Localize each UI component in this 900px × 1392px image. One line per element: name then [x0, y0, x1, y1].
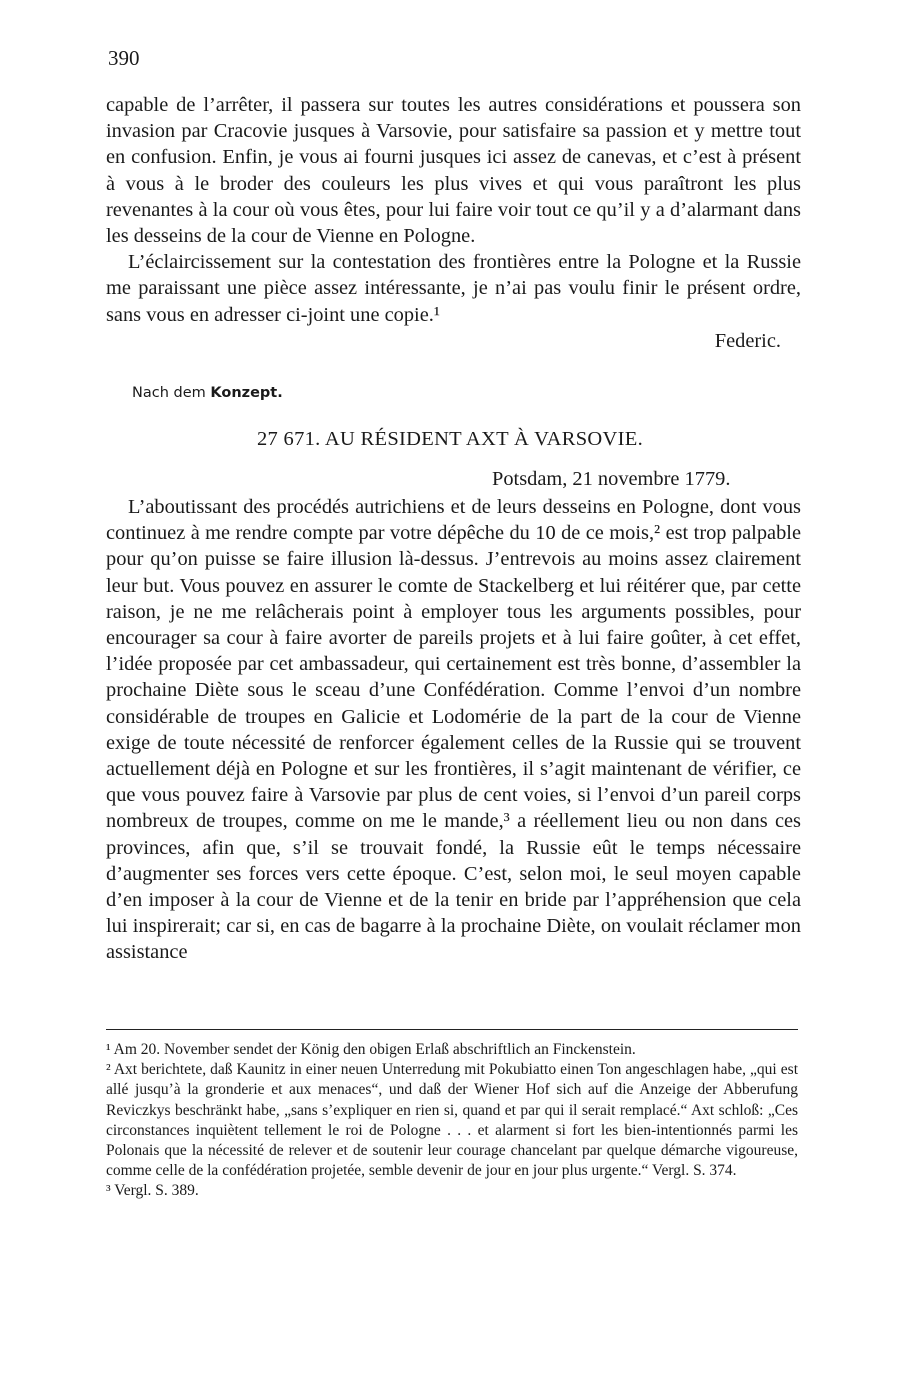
- continued-text: [106, 92, 801, 354]
- letter-heading: 27 671. AU RÉSIDENT AXT À VARSOVIE.: [257, 428, 643, 450]
- footnotes: [106, 1040, 798, 1202]
- letter-body: [106, 494, 801, 966]
- signature: Federic.: [714, 329, 781, 352]
- place-date: Potsdam, 21 novembre 1779.: [492, 468, 731, 490]
- footnote: ² Axt berichtete, daß Kaunitz in einer neuen Unterredung mit Pokubiatto einen Ton angeschlagen habe, „qui est allé jusqu’à la gronderie et aux menaces“, und daß der Wiener Hof sich auf die Anzeige der Abberufung Reviczkys beschränkt habe, „sans s’expliquer en rien si, quand et par qui il serait remplacé.“ Axt schloß: „Ces circonstances inquiètent tellement le roi de Pologne . . . et alarment si fort les bien-intentionnés parmi les Polonais que la nécessité de relever et de soutenir leur courage chancelant par quelque démarche vigoureuse, comme celle de la confédération projetée, semble devenir de jour en jour plus urgente.“ Vergl. S. 374.: [106, 1061, 798, 1180]
- footnote: ¹ Am 20. November sendet der König den obigen Erlaß abschriftlich an Finckenstein.: [106, 1041, 636, 1058]
- source-note: [132, 385, 283, 401]
- page-number: 390: [108, 46, 140, 70]
- paragraph: L’aboutissant des procédés autrichiens et de leurs desseins en Pologne, dont vous continuez à me rendre compte par votre dépêche du 10 de ce mois,² est trop palpable pour qu’on puisse se faire illusion là-dessus. J’entrevois au moins assez clairement leur but. Vous pouvez en assurer le comte de Stackelberg et lui réitérer que, par cette raison, je ne me relâcherais point à employer tous les arguments possibles, pour encourager sa cour à faire avorter de pareils projets et à lui faire goûter, à cet effet, l’idée proposée par cet ambassadeur, qui certainement est très bonne, d’assembler la prochaine Diète sous le sceau d’une Confédération. Comme l’envoi d’un nombre considérable de troupes en Galicie et Lodomérie de la part de la cour de Vienne exige de toute nécessité de renforcer également celles de la Russie qui se trouvent actuellement déjà en Pologne et sur les frontières, il s’agit maintenant de vérifier, ce que vous pouvez faire à Varsovie par plus de cent voies, si l’envoi d’un pareil corps nombreux de troupes, comme on me le mande,³ a réellement lieu ou non dans ces provinces, afin que, s’il se trouvait fondé, la Russie eût le temps nécessaire d’augmenter ses forces vers cette époque. C’est, selon moi, le seul moyen capable d’en imposer à la cour de Vienne et de la tenir en bride par l’appréhension que cela lui inspirerait; car si, en cas de bagarre à la prochaine Diète, on voulait réclamer mon assistance: [106, 496, 801, 964]
- footnote: ³ Vergl. S. 389.: [106, 1182, 199, 1200]
- paragraph: capable de l’arrêter, il passera sur toutes les autres considérations et poussera son invasion par Cracovie jusques à Varsovie, pour satisfaire sa passion et y mettre tout en confusion. Enfin, je vous ai fourni jusques ici assez de canevas, et c’est à présent à vous à le broder des couleurs les plus vives et qui vous paraîtront les plus revenantes à la cour où vous êtes, pour lui faire voir tout ce qu’il y a d’alarmant dans les desseins de la cour de Vienne en Pologne.: [106, 94, 801, 248]
- paragraph: L’éclaircissement sur la contestation des frontières entre la Pologne et la Russie me paraissant une pièce assez intéressante, je n’ai pas voulu finir le présent ordre, sans vous en adresser ci-joint une copie.¹: [106, 251, 801, 326]
- source-note-prefix: Nach dem: [132, 385, 206, 401]
- footnote-rule: [106, 1029, 798, 1030]
- source-note-type: Konzept.: [210, 385, 283, 401]
